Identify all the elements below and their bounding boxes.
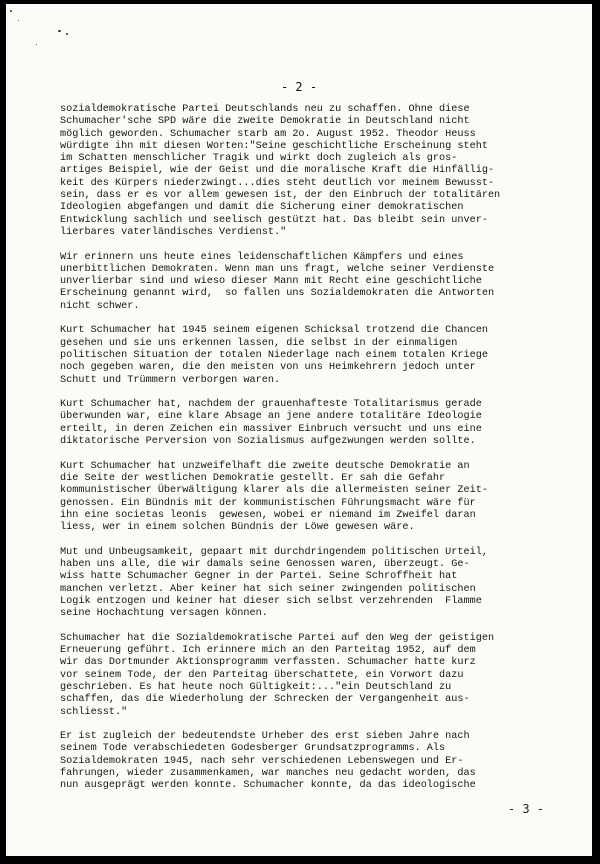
text-line: Logik entzogen und keiner hat dieser sich selbst verzehrenden Flamme [60,595,482,607]
document-body [60,104,565,805]
text-line: schaffen, das die Wiederholung der Schrecken der Vergangenheit aus- [60,694,470,706]
text-line: wiss hatte Schumacher Gegner in der Partei. Seine Schroffheit hat [60,571,458,583]
paragraph [60,252,565,313]
text-line: haben uns alle, die wir damals seine Genossen waren, überzeugt. Ge- [60,558,470,570]
text-line: Erneuerung geführt. Ich erinnere mich an den Parteitag 1952, auf dem [60,645,476,657]
paragraph [60,547,565,621]
paragraph [60,461,565,535]
text-line: noch gegeben waren, die den meisten von uns Heimkehrern jedoch unter [60,362,476,374]
text-line: nicht schwer. [60,300,140,312]
text-line: Kurt Schumacher hat 1945 seinem eigenen Schicksal trotzend die Chancen [60,325,488,337]
text-line: artiges Beispiel, wie der Geist und die moralische Kraft die Hinfällig- [60,165,495,177]
text-line: kommunistischer Überwältigung klarer als die allermeisten seiner Zeit- [60,485,488,497]
text-line: Kurt Schumacher hat, nachdem der grauenhafteste Totalitarismus gerade [60,399,482,411]
paragraph [60,633,565,719]
text-line: fahrungen, wieder zusammenkamen, war manches neu gedacht worden, das [60,768,476,780]
text-line: politischen Situation der totalen Niederlage nach einem totalen Kriege [60,349,488,361]
text-line: geschrieben. Es hat heute noch Gültigkeit:..."ein Deutschland zu [60,681,452,693]
text-line: manchen verletzt. Aber keiner hat sich seiner zwingenden politischen [60,583,476,595]
paragraph [60,731,565,792]
text-line: unverlierbar sind und wieso dieser Mann mit Recht eine geschichtliche [60,276,482,288]
text-line: vor seinem Tode, der den Parteitag überschattete, ein Vorwort dazu [60,669,464,681]
paragraph [60,399,565,448]
next-page-mark: - 3 - [507,802,544,816]
text-line: seine Hochachtung versagen können. [60,608,268,620]
scan-speck [10,10,12,12]
text-line: Schutt und Trümmern verborgen waren. [60,374,281,386]
page-number: - 2 - [280,80,318,94]
text-line: diktatorische Perversion von Sozialismus aufgezwungen werden sollte. [60,436,476,448]
paragraph [60,104,565,239]
text-line: nun ausgeprägt werden konnte. Schumacher konnte, da das ideologische [60,780,476,792]
paragraph [60,325,565,386]
text-line: sozialdemokratische Partei Deutschlands neu zu schaffen. Ohne diese [60,104,470,115]
text-line: Kurt Schumacher hat unzweifelhaft die zweite deutsche Demokratie an [60,460,470,472]
text-line: Schumacher'sche SPD wäre die zweite Demokratie in Deutschland nicht [60,116,470,128]
text-line: schliesst." [60,706,128,718]
text-line: liess, wer in einem solchen Bündnis der Löwe gewesen wäre. [60,522,415,534]
text-line: gesehen und sie uns erkennen lassen, die selbst in der einmaligen [60,337,458,349]
text-line: keit des Kürpers niederzwingt...dies steht deutlich vor meinem Bewusst- [60,177,495,189]
text-line: sein, dass er es vor allem gewesen ist, der den Einbruch der totalitären [60,190,501,202]
text-line: ihn eine societas leonis gewesen, wobei er niemand im Zweifel daran [60,509,476,521]
text-line: Erscheinung genannt wird, so fallen uns Sozialdemokraten die Antworten [60,288,495,300]
text-line: die Seite der westlichen Demokratie gestellt. Er sah die Gefahr [60,472,446,484]
text-line: Ideologien abgefangen und damit die Sicherung einer demokratischen [60,202,464,214]
text-line: möglich geworden. Schumacher starb am 2o. August 1952. Theodor Heuss [60,128,476,140]
text-line: unerbittlichen Demokraten. Wenn man uns fragt, welche seiner Verdienste [60,263,495,275]
text-line: Schumacher hat die Sozialdemokratische Partei auf den Weg der geistigen [60,632,495,644]
text-line: Sozialdemokraten 1945, nach sehr verschiedenen Lebenswegen und Er- [60,755,464,767]
document-page [6,4,592,856]
scan-speck [58,30,61,32]
text-line: im Schatten menschlicher Tragik und wirkt doch zugleich als gros- [60,153,458,165]
text-line: genossen. Ein Bündnis mit der kommunistischen Führungsmacht wäre für [60,497,476,509]
text-line: erteilt, in deren Zeichen ein massiver Einbruch versucht und uns eine [60,423,482,435]
text-line: Mut und Unbeugsamkeit, gepaart mit durchdringendem politischen Urteil, [60,546,488,558]
text-line: Entwicklung sachlich und seelisch gestützt hat. Das bleibt sein unver- [60,214,488,226]
text-line: wir das Dortmunder Aktionsprogramm verfassten. Schumacher hatte kurz [60,657,476,669]
text-line: lierbares vaterländisches Verdienst." [60,226,287,238]
scan-speck [18,20,19,21]
text-line: würdigte ihn mit diesen Worten:"Seine geschichtliche Erscheinung steht [60,140,488,152]
text-line: Wir erinnern uns heute eines leidenschaftlichen Kämpfers und eines [60,251,464,263]
text-line: Er ist zugleich der bedeutendste Urheber des erst sieben Jahre nach [60,731,470,743]
scan-speck [66,33,68,35]
text-line: überwunden war, eine klare Absage an jene andere totalitäre Ideologie [60,411,482,423]
text-line: seinem Tode verabschiedeten Godesberger Grundsatzprogramms. Als [60,743,446,755]
scan-speck [36,44,37,45]
